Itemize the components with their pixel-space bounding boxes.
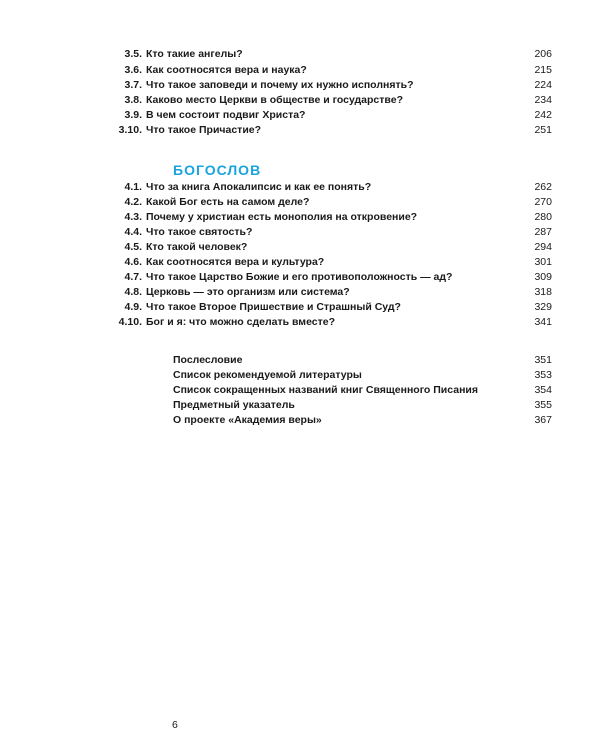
toc-entry-title: Что такое Причастие? <box>146 124 262 136</box>
toc-entry <box>0 285 600 300</box>
toc-entry-number: 3.5. <box>124 48 142 60</box>
toc-entry-page: 367 <box>534 414 552 426</box>
toc-entry-title: Как соотносятся вера и наука? <box>146 64 307 76</box>
toc-entry <box>0 93 600 108</box>
toc-entry <box>0 413 600 428</box>
toc-entry-title: Какой Бог есть на самом деле? <box>146 196 310 208</box>
toc-entry-title: Список сокращенных названий книг Священного Писания <box>173 384 478 396</box>
toc-entry <box>0 195 600 210</box>
toc-entry-page: 287 <box>534 226 552 238</box>
toc-entry-title: Что такое Царство Божие и его противоположность — ад? <box>146 271 453 283</box>
toc-entry <box>0 108 600 123</box>
toc-entry-title: Бог и я: что можно сделать вместе? <box>146 316 336 328</box>
toc-entry <box>0 368 600 383</box>
toc-entry-number: 3.7. <box>124 79 142 91</box>
toc-entry-number: 4.10. <box>118 316 142 328</box>
toc-entry-page: 353 <box>534 369 552 381</box>
toc-entry-number: 4.4. <box>124 226 142 238</box>
toc-entry-page: 341 <box>534 316 552 328</box>
toc-entry-title: Список рекомендуемой литературы <box>173 369 362 381</box>
toc-entry-number: 4.1. <box>124 181 142 193</box>
toc-entry-page: 318 <box>534 286 552 298</box>
toc-entry-page: 351 <box>534 354 552 366</box>
toc-entry <box>0 225 600 240</box>
toc-entry-page: 251 <box>534 124 552 136</box>
toc-entry-title: Что такое Второе Пришествие и Страшный Суд? <box>146 301 401 313</box>
toc-entry-number: 4.3. <box>124 211 142 223</box>
toc-entry <box>0 398 600 413</box>
toc-entry-title: Как соотносятся вера и культура? <box>146 256 325 268</box>
toc-entry <box>0 240 600 255</box>
toc-entry-page: 224 <box>534 79 552 91</box>
toc-entry-page: 206 <box>534 48 552 60</box>
toc-entry-number: 4.2. <box>124 196 142 208</box>
toc-entry-title: В чем состоит подвиг Христа? <box>146 109 306 121</box>
toc-entry-number: 4.6. <box>124 256 142 268</box>
toc-entry-title: Что такое святость? <box>146 226 253 238</box>
section-heading: БОГОСЛОВ <box>173 162 262 178</box>
toc-entry-page: 242 <box>534 109 552 121</box>
toc-entry-page: 355 <box>534 399 552 411</box>
toc-entry-title: Почему у христиан есть монополия на откровение? <box>146 211 418 223</box>
toc-entry-page: 215 <box>534 64 552 76</box>
toc-entry <box>0 63 600 78</box>
toc-entry-page: 301 <box>534 256 552 268</box>
toc-entry <box>0 315 600 330</box>
toc-entry-title: Предметный указатель <box>173 399 295 411</box>
toc-entry-page: 294 <box>534 241 552 253</box>
toc-entry-page: 234 <box>534 94 552 106</box>
toc-entry-number: 4.7. <box>124 271 142 283</box>
toc-entry <box>0 78 600 93</box>
toc-entry-number: 4.8. <box>124 286 142 298</box>
toc-entry-number: 3.10. <box>118 124 142 136</box>
toc-entry-number: 4.5. <box>124 241 142 253</box>
toc-entry-page: 329 <box>534 301 552 313</box>
toc-entry-number: 3.9. <box>124 109 142 121</box>
toc-entry-title: Церковь — это организм или система? <box>146 286 350 298</box>
toc-entry <box>0 47 600 62</box>
toc-entry-number: 3.8. <box>124 94 142 106</box>
toc-entry-title: О проекте «Академия веры» <box>173 414 322 426</box>
toc-entry-page: 280 <box>534 211 552 223</box>
toc-entry-number: 3.6. <box>124 64 142 76</box>
toc-entry <box>0 383 600 398</box>
toc-entry <box>0 123 600 138</box>
page-number: 6 <box>172 719 178 731</box>
toc-entry-title: Что такое заповеди и почему их нужно исполнять? <box>146 79 414 91</box>
toc-entry-page: 309 <box>534 271 552 283</box>
toc-entry-title: Каково место Церкви в обществе и государстве? <box>146 94 403 106</box>
toc-entry-number: 4.9. <box>124 301 142 313</box>
toc-entry <box>0 353 600 368</box>
toc-entry-title: Кто такой человек? <box>146 241 248 253</box>
toc-entry <box>0 255 600 270</box>
toc-entry-title: Что за книга Апокалипсис и как ее понять? <box>146 181 372 193</box>
toc-entry-page: 354 <box>534 384 552 396</box>
toc-entry <box>0 210 600 225</box>
toc-entry-title: Послесловие <box>173 354 243 366</box>
toc-entry-page: 270 <box>534 196 552 208</box>
toc-entry <box>0 270 600 285</box>
toc-entry <box>0 180 600 195</box>
toc-entry-page: 262 <box>534 181 552 193</box>
toc-entry-title: Кто такие ангелы? <box>146 48 243 60</box>
toc-entry <box>0 300 600 315</box>
